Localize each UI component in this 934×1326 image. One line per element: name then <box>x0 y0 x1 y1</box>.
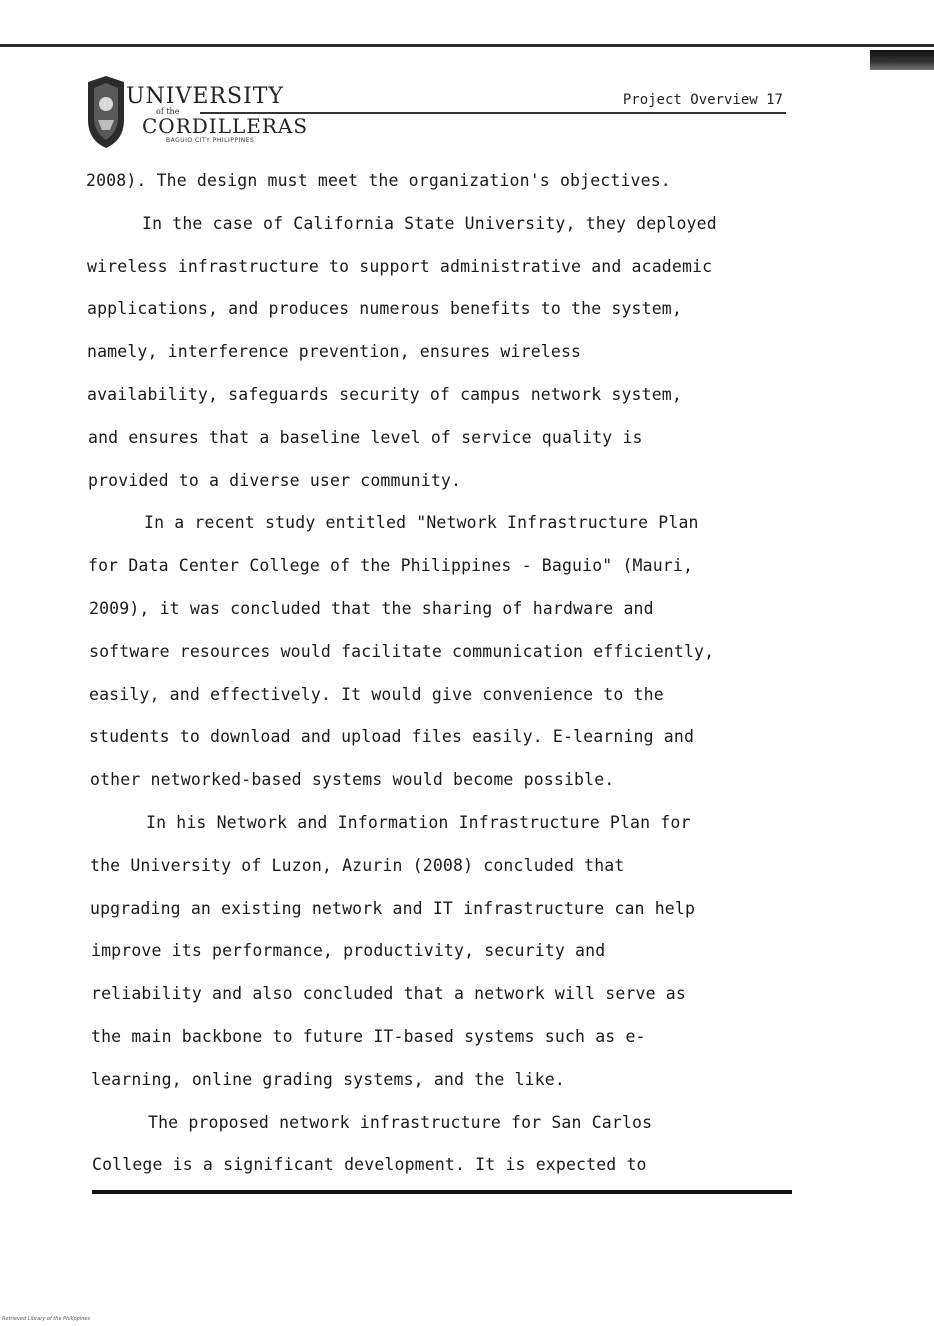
text-line: provided to a diverse user community. <box>88 470 462 490</box>
text-line: for Data Center College of the Philippines - Baguio" (Mauri, <box>88 556 694 576</box>
page-header-label: Project Overview 17 <box>622 92 783 108</box>
text-line: learning, online grading systems, and the like. <box>91 1069 565 1089</box>
logo-line-of-the: of the <box>156 107 180 116</box>
text-line: easily, and effectively. It would give convenience to the <box>89 684 664 704</box>
text-line: other networked-based systems would become possible. <box>90 770 615 790</box>
text-line: the University of Luzon, Azurin (2008) concluded that <box>90 855 625 875</box>
text-line: upgrading an existing network and IT infrastructure can help <box>90 898 696 918</box>
text-line: In his Network and Information Infrastructure Plan for <box>146 812 691 832</box>
bottom-rule <box>92 1190 792 1194</box>
text-line: applications, and produces numerous benefits to the system, <box>87 299 682 319</box>
university-seal-icon <box>84 74 128 150</box>
text-line: namely, interference prevention, ensures wireless <box>87 342 582 362</box>
scan-top-edge <box>0 44 934 47</box>
text-line: the main backbone to future IT-based systems such as e- <box>91 1026 646 1046</box>
logo-line-cordilleras: CORDILLERAS <box>142 114 309 138</box>
text-line: improve its performance, productivity, security and <box>91 941 606 961</box>
text-line: students to download and upload files easily. E-learning and <box>89 727 695 747</box>
text-line: In the case of California State University, they deployed <box>142 213 717 233</box>
text-line: 2008). The design must meet the organization's objectives. <box>86 171 671 190</box>
text-line: reliability and also concluded that a network will serve as <box>91 984 686 1004</box>
logo-line-university: UNIVERSITY <box>126 84 284 109</box>
text-line: In a recent study entitled "Network Infrastructure Plan <box>144 513 699 533</box>
text-line: The proposed network infrastructure for San Carlos <box>148 1112 653 1132</box>
footer-mark: Retrieved Library of the Philippines <box>2 1316 91 1322</box>
scan-corner-mark <box>870 50 934 70</box>
text-line: wireless infrastructure to support administrative and academic <box>87 256 713 276</box>
body-text <box>86 160 806 1187</box>
text-line: software resources would facilitate communication efficiently, <box>89 641 715 661</box>
text-line: and ensures that a baseline level of service quality is <box>88 427 643 447</box>
text-line: availability, safeguards security of campus network system, <box>87 384 682 404</box>
header-rule <box>200 112 786 114</box>
text-line: College is a significant development. It is expected to <box>92 1155 647 1175</box>
logo-line-city: BAGUIO CITY PHILIPPINES <box>166 137 255 144</box>
text-line: 2009), it was concluded that the sharing of hardware and <box>89 598 654 618</box>
